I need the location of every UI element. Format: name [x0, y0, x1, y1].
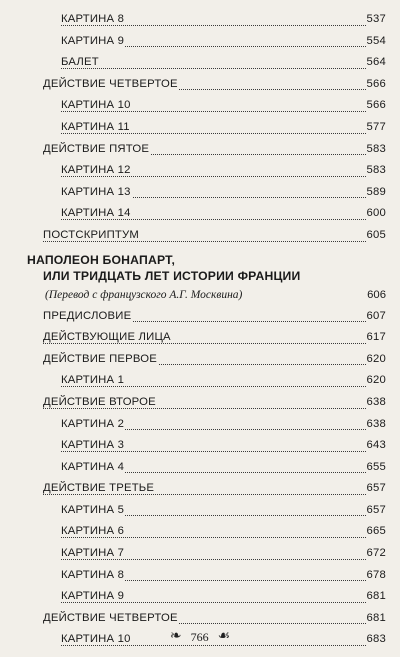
toc-entry-label: КАРТИНА 1 [61, 374, 125, 387]
toc-entry-label: ДЕЙСТВИЕ ВТОРОЕ [43, 395, 156, 408]
toc-entry [0, 543, 400, 565]
toc-entry-label: ДЕЙСТВИЕ ЧЕТВЕРТОЕ [43, 77, 178, 90]
toc-entry [0, 414, 400, 436]
toc-entry-page: 678 [366, 565, 386, 587]
toc-entry-page: 583 [366, 139, 386, 161]
toc-entry-label: ДЕЙСТВИЕ ЧЕТВЕРТОЕ [43, 611, 178, 624]
toc-entry-page: 665 [366, 521, 386, 543]
toc-entry-label: ПРЕДИСЛОВИЕ [43, 309, 132, 322]
work-title-line2: ИЛИ ТРИДЦАТЬ ЛЕТ ИСТОРИИ ФРАНЦИИ [43, 268, 301, 283]
toc-entry-label: КАРТИНА 12 [61, 164, 131, 177]
toc-entry-label: ДЕЙСТВИЕ ПЕРВОЕ [43, 352, 157, 365]
fleuron-right-icon: ☙ [217, 629, 231, 645]
toc-entry [0, 139, 400, 161]
toc-entry [0, 435, 400, 457]
table-of-contents [0, 9, 400, 651]
toc-entry [0, 31, 400, 53]
toc-entry [0, 225, 400, 247]
page-footer [0, 628, 400, 645]
toc-entry-label: КАРТИНА 4 [61, 460, 125, 473]
toc-entry-label: КАРТИНА 8 [61, 13, 125, 25]
toc-entry-page: 605 [366, 225, 386, 247]
toc-entry [0, 182, 400, 204]
toc-entry [0, 117, 400, 139]
toc-entry [0, 586, 400, 608]
translation-note: (Перевод с французского А.Г. Москвина) [45, 288, 243, 301]
toc-entry-label: КАРТИНА 10 [61, 633, 131, 646]
toc-entry [0, 327, 400, 349]
toc-entry-page: 589 [366, 182, 386, 204]
toc-entry [0, 565, 400, 587]
toc-entry [0, 160, 400, 182]
toc-entry-page: 638 [366, 392, 386, 414]
toc-entry-page: 638 [366, 414, 386, 436]
toc-entry-page: 564 [366, 52, 386, 74]
toc-entry-page: 655 [366, 457, 386, 479]
toc-entry [0, 52, 400, 74]
toc-entry-page: 566 [366, 95, 386, 117]
toc-entry [0, 306, 400, 328]
toc-entry-label: КАРТИНА 9 [61, 590, 125, 603]
toc-entry-page: 672 [366, 543, 386, 565]
toc-entry-label: ДЕЙСТВИЕ ПЯТОЕ [43, 142, 150, 155]
toc-entry-label: ПОСТСКРИПТУМ [43, 228, 139, 241]
fleuron-left-icon: ❧ [169, 629, 182, 645]
work-title [0, 252, 400, 284]
toc-entry-label: ДЕЙСТВУЮЩИЕ ЛИЦА [43, 331, 171, 344]
toc-entry-label: КАРТИНА 9 [61, 34, 125, 47]
toc-entry-page: 583 [366, 160, 386, 182]
toc-entry-page: 681 [366, 608, 386, 630]
dot-leader [61, 67, 370, 69]
toc-entry-page: 681 [366, 586, 386, 608]
toc-entry [0, 9, 400, 31]
toc-entry-label: КАРТИНА 5 [61, 503, 125, 516]
toc-entry [0, 457, 400, 479]
toc-entry-label: БАЛЕТ [61, 56, 99, 69]
toc-entry-page: 643 [366, 435, 386, 457]
toc-section-napoleon [0, 306, 400, 652]
toc-entry [0, 74, 400, 96]
translation-note-row [0, 284, 400, 306]
toc-entry-page: 566 [366, 74, 386, 96]
toc-entry [0, 370, 400, 392]
toc-entry-page: 607 [366, 306, 386, 328]
toc-entry-page: 620 [366, 370, 386, 392]
toc-entry [0, 392, 400, 414]
work-title-line1: НАПОЛЕОН БОНАПАРТ, [27, 252, 176, 267]
toc-entry-label: КАРТИНА 11 [61, 120, 130, 133]
toc-entry-label: КАРТИНА 14 [61, 207, 131, 220]
toc-entry-label: ДЕЙСТВИЕ ТРЕТЬЕ [43, 482, 155, 495]
toc-entry [0, 521, 400, 543]
toc-entry [0, 500, 400, 522]
toc-entry-page: 577 [366, 117, 386, 139]
toc-entry-label: КАРТИНА 10 [61, 99, 131, 112]
toc-entry-label: КАРТИНА 8 [61, 568, 125, 581]
toc-entry [0, 203, 400, 225]
toc-entry [0, 608, 400, 630]
toc-entry-label: КАРТИНА 3 [61, 439, 125, 452]
folio-number: 766 [190, 630, 209, 645]
toc-entry-page: 617 [366, 327, 386, 349]
toc-entry-page: 657 [366, 478, 386, 500]
toc-entry-page: 620 [366, 349, 386, 371]
toc-entry-page: 537 [366, 9, 386, 31]
toc-entry-page: 600 [366, 203, 386, 225]
toc-entry-page: 657 [366, 500, 386, 522]
toc-entry [0, 478, 400, 500]
toc-entry-page: 683 [366, 629, 386, 651]
work-page-number: 606 [367, 288, 386, 301]
toc-entry-label: КАРТИНА 2 [61, 417, 125, 430]
toc-entry [0, 95, 400, 117]
toc-entry-label: КАРТИНА 6 [61, 525, 125, 538]
toc-section-previous-work [0, 9, 400, 247]
toc-entry-page: 554 [366, 31, 386, 53]
toc-entry-label: КАРТИНА 7 [61, 547, 125, 560]
toc-entry [0, 349, 400, 371]
toc-entry-label: КАРТИНА 13 [61, 185, 131, 198]
